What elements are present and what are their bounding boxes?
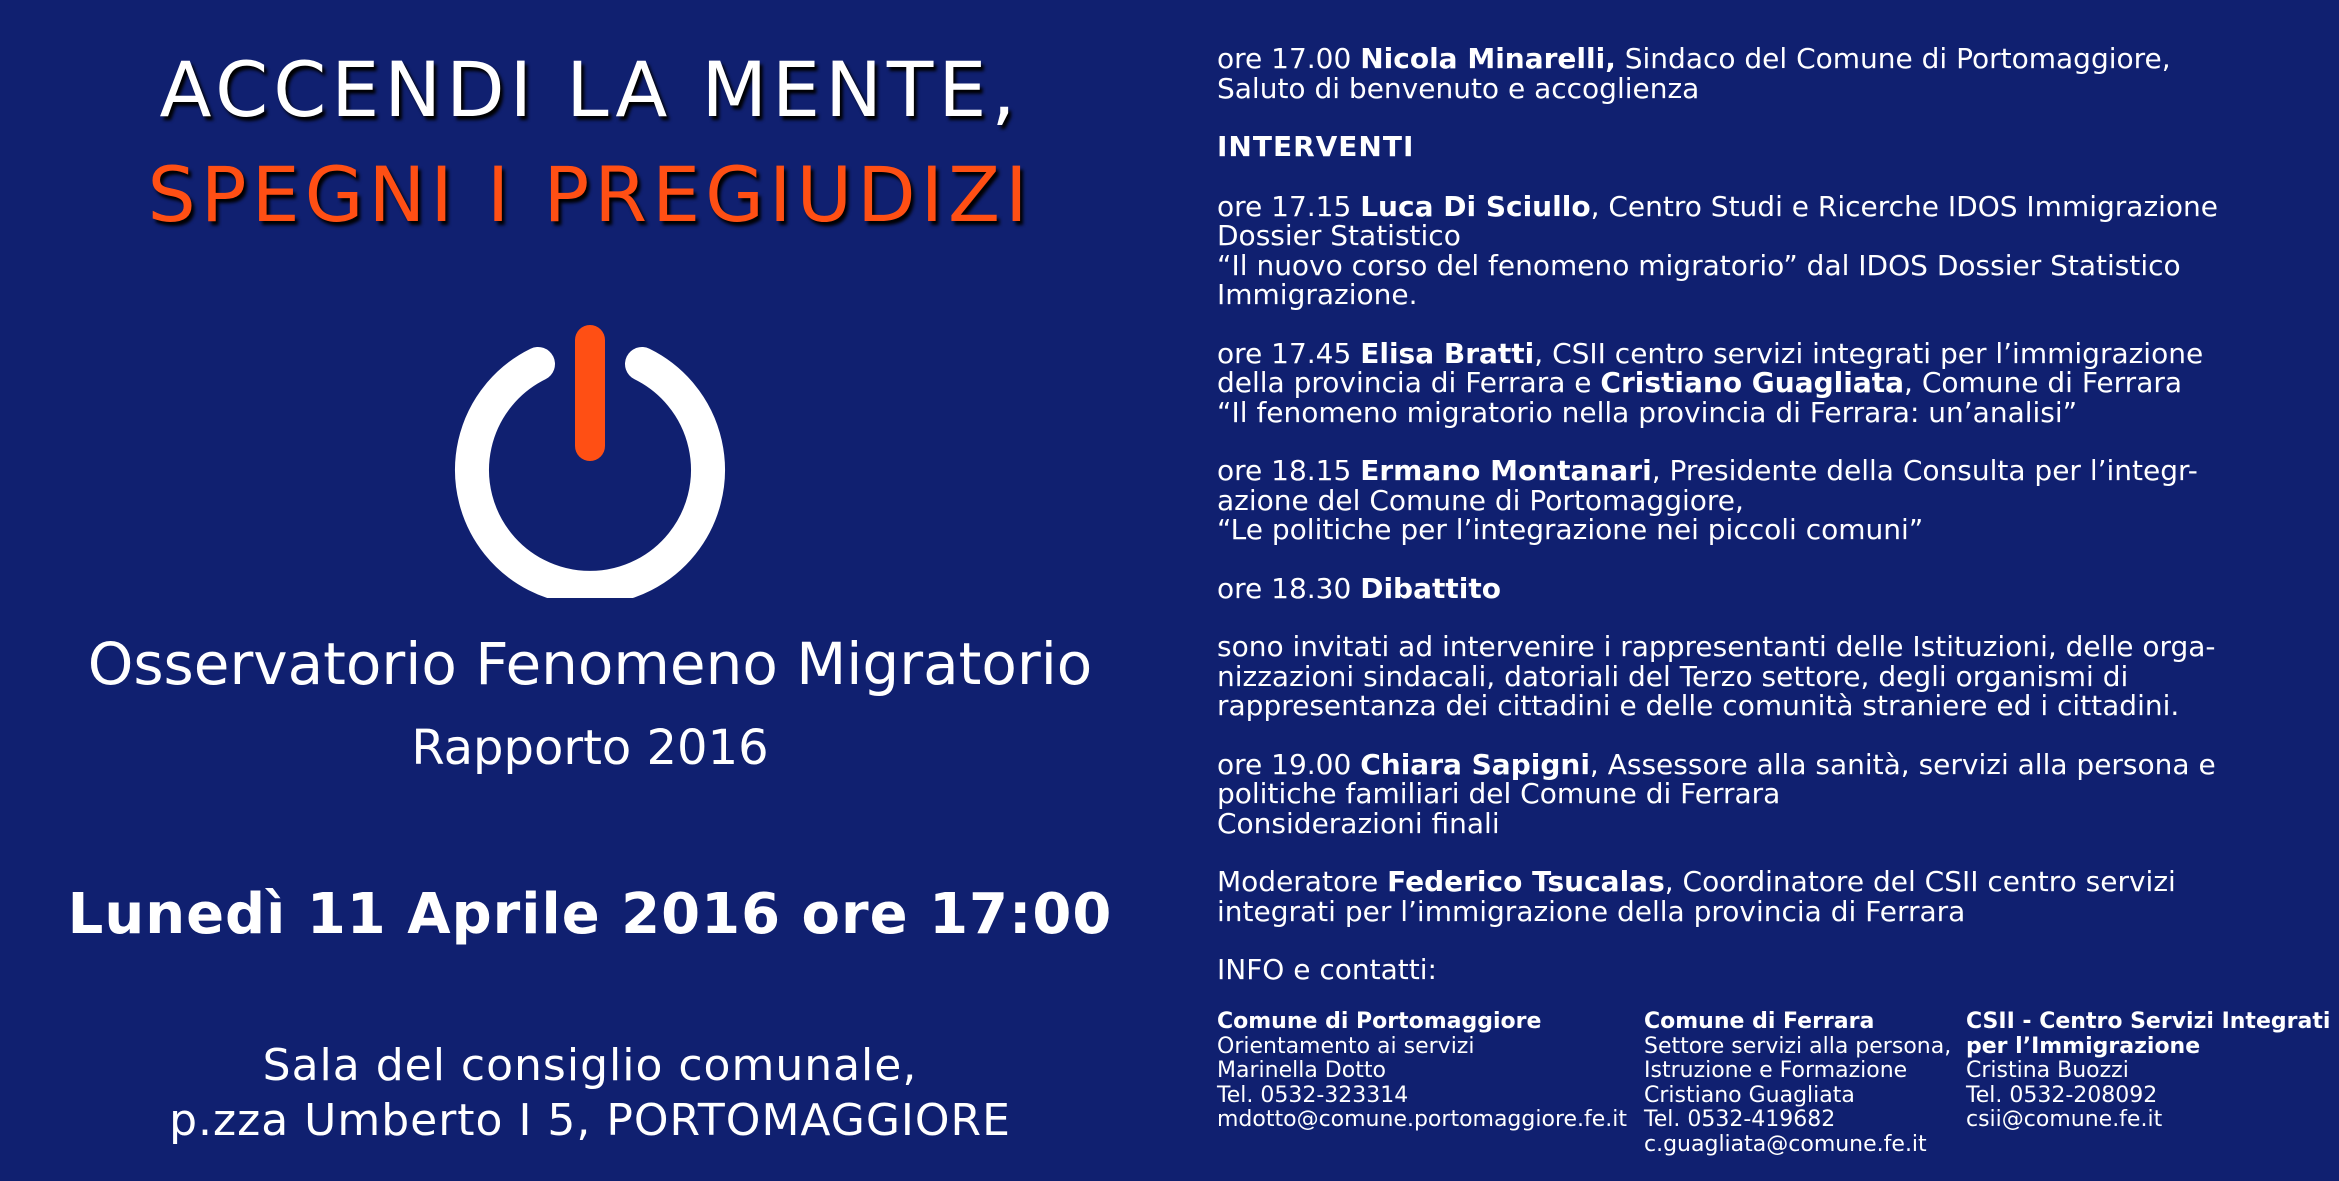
program-debate: ore 18.30 Dibattito xyxy=(1217,571,1501,605)
program-panel xyxy=(1217,44,2317,1003)
contact-portomaggiore: Comune di Portomaggiore Orientamento ai servizi Marinella Dotto Tel. 0532-323314 mdotto@comune.portomaggiore.fe.it xyxy=(1217,1010,1637,1133)
program-heading: INTERVENTI xyxy=(1217,130,1415,163)
email-link[interactable]: csii@comune.fe.it xyxy=(1966,1107,2163,1132)
program-opening: ore 17.00 Nicola Minarelli, Sindaco del Comune di Portomaggiore, Saluto di benvenuto e accoglienza xyxy=(1217,42,2171,105)
event-date: Lunedì 11 Aprile 2016 ore 17:00 xyxy=(67,882,1113,947)
title-line-2: SPEGNI I PREGIUDIZI xyxy=(147,150,1033,239)
email-link[interactable]: c.guagliata@comune.fe.it xyxy=(1644,1131,1927,1157)
program-closing: ore 19.00 Chiara Sapigni, Assessore alla sanità, servizi alla persona e politiche familiari del Comune di Ferrara Considerazioni finali xyxy=(1217,747,2216,840)
report-year: Rapporto 2016 xyxy=(411,720,769,776)
program-invite: sono invitati ad intervenire i rappresentanti delle Istituzioni, delle orga- nizzazioni sindacali, datoriali del Terzo settore, degli organismi di rappresentanza dei cittadini e delle comunità straniere ed i cittadini. xyxy=(1217,630,2216,722)
observatory-title: Osservatorio Fenomeno Migratorio xyxy=(87,630,1093,698)
email-link[interactable]: mdotto@comune.portomaggiore.fe.it xyxy=(1217,1107,1628,1132)
program-talk-1: ore 17.15 Luca Di Sciullo, Centro Studi e Ricerche IDOS Immigrazione Dossier Statistico “Il nuovo corso del fenomeno migratorio” dal IDOS Dossier Statistico Immigrazione. xyxy=(1217,189,2219,311)
info-label: INFO e contatti: xyxy=(1217,953,1437,986)
contact-ferrara: Comune di Ferrara Settore servizi alla persona, Istruzione e Formazione Cristiano Guagliata Tel. 0532-419682 c.guagliata@comune.fe.it xyxy=(1644,1010,1964,1157)
power-icon xyxy=(450,318,730,598)
contact-csii: CSII - Centro Servizi Integrati per l’Immigrazione Cristina Buozzi Tel. 0532-208092 csii@comune.fe.it xyxy=(1966,1009,2331,1132)
title-line-1: ACCENDI LA MENTE, xyxy=(159,45,1021,134)
program-talk-2: ore 17.45 Elisa Bratti, CSII centro servizi integrati per l’immigrazione della provincia di Ferrara e Cristiano Guagliata, Comune di Ferrara “Il fenomeno migratorio nella provincia di Ferrara: un’analisi” xyxy=(1217,336,2204,429)
program-talk-3: ore 18.15 Ermano Montanari, Presidente della Consulta per l’integr- azione del Comune di Portomaggiore, “Le politiche per l’integrazione nei piccoli comuni” xyxy=(1217,454,2198,546)
venue-line-1: Sala del consiglio comunale, xyxy=(262,1040,918,1091)
venue-line-2: p.zza Umberto I 5, PORTOMAGGIORE xyxy=(169,1095,1011,1146)
program-moderator: Moderatore Federico Tsucalas, Coordinatore del CSII centro servizi integrati per l’immigrazione della provincia di Ferrara xyxy=(1217,865,2176,928)
